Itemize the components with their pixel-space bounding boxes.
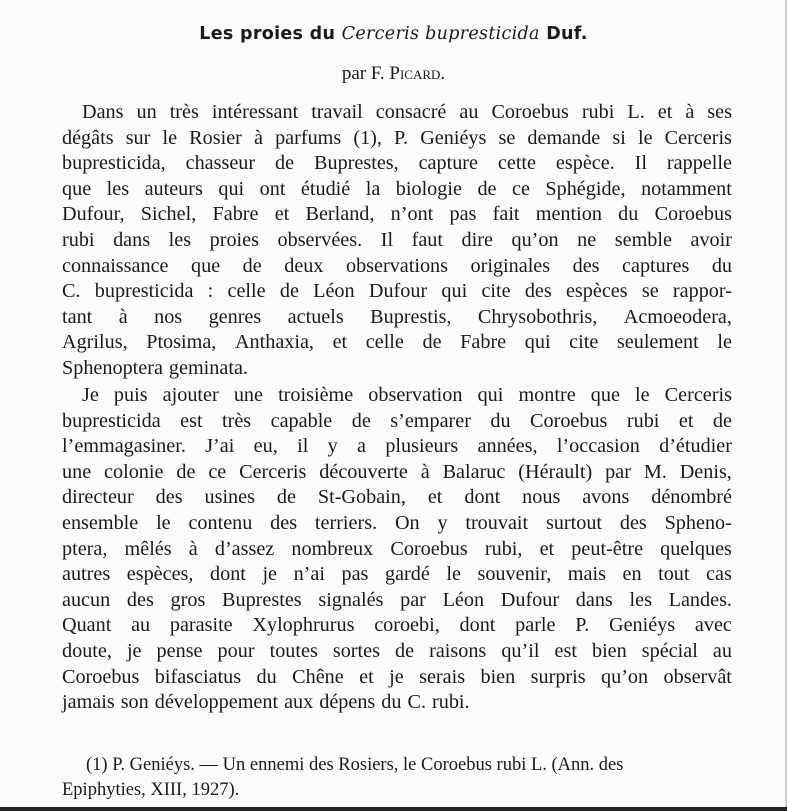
byline-par: par F. [341, 63, 385, 84]
text-line: C. bupresticida : celle de Léon Dufour qui cite des espèces se rappor- [62, 280, 732, 303]
text-line: une colonie de ce Cerceris découverte à Balaruc (Hérault) par M. Denis, [62, 460, 732, 483]
footnote-line: (1) P. Geniéys. — Un ennemi des Rosiers, le Coroebus rubi L. (Ann. des [86, 755, 624, 775]
text-line: jamais son développement aux dépens du C. rubi. [62, 691, 470, 714]
text-line: Sphenoptera geminata. [62, 356, 248, 379]
text-line: que les auteurs qui ont étudié la biologie de ce Sphégide, notamment [62, 177, 732, 200]
title-species: Cerceris bupresticida [341, 24, 540, 44]
title-author-abbrev: Duf. [546, 24, 588, 44]
article-title [0, 24, 787, 44]
text-line: Coroebus bifasciatus du Chêne et je serais bien surpris qu’on observât [62, 665, 732, 688]
byline [0, 63, 787, 85]
text-line: Dufour, Sichel, Fabre et Berland, n’ont pas fait mention du Coroebus [62, 203, 732, 226]
text-line: autres espèces, dont je n’ai pas gardé le souvenir, mais en tout cas [62, 563, 732, 586]
footnote-line: Epiphyties, XIII, 1927). [62, 780, 240, 800]
paragraph-2 [62, 383, 732, 716]
text-line: Je puis ajouter une troisième observation qui montre que le Cerceris [82, 384, 732, 406]
title-prefix: Les proies du [199, 24, 336, 44]
text-line: bupresticida est très capable de s’emparer du Coroebus rubi et de [62, 409, 732, 432]
byline-name: Picard. [389, 63, 446, 84]
text-line: rubi dans les proies observées. Il faut dire qu’on ne semble avoir [62, 228, 732, 251]
text-line: connaissance que de deux observations originales des captures du [62, 254, 732, 277]
text-line: l’emmagasiner. J’ai eu, il y a plusieurs années, l’occasion d’étudier [62, 435, 732, 458]
footnote [62, 753, 732, 803]
paragraph-1 [62, 100, 732, 382]
text-line: doute, je pense pour toutes sortes de raisons qu’il est bien spécial au [62, 639, 732, 662]
text-line: tant à nos genres actuels Buprestis, Chrysobothris, Acmoeodera, [62, 305, 732, 328]
text-line: Quant au parasite Xylophrurus coroebi, dont parle P. Geniéys avec [62, 614, 732, 637]
text-line: dégâts sur le Rosier à parfums (1), P. Geniéys se demande si le Cerceris [62, 126, 732, 149]
text-line: directeur des usines de St-Gobain, et dont nous avons dénombré [62, 486, 732, 509]
text-line: bupresticida, chasseur de Buprestes, capture cette espèce. Il rappelle [62, 152, 732, 175]
text-line: Dans un très intéressant travail consacré au Coroebus rubi L. et à ses [82, 101, 732, 123]
text-line: aucun des gros Buprestes signalés par Léon Dufour dans les Landes. [62, 588, 732, 611]
text-line: ensemble le contenu des terriers. On y trouvait surtout des Spheno- [62, 511, 732, 534]
text-line: Agrilus, Ptosima, Anthaxia, et celle de Fabre qui cite seulement le [62, 331, 732, 354]
scan-bottom-edge [0, 807, 787, 811]
text-line: ptera, mêlés à d’assez nombreux Coroebus rubi, et peut-être quelques [62, 537, 732, 560]
